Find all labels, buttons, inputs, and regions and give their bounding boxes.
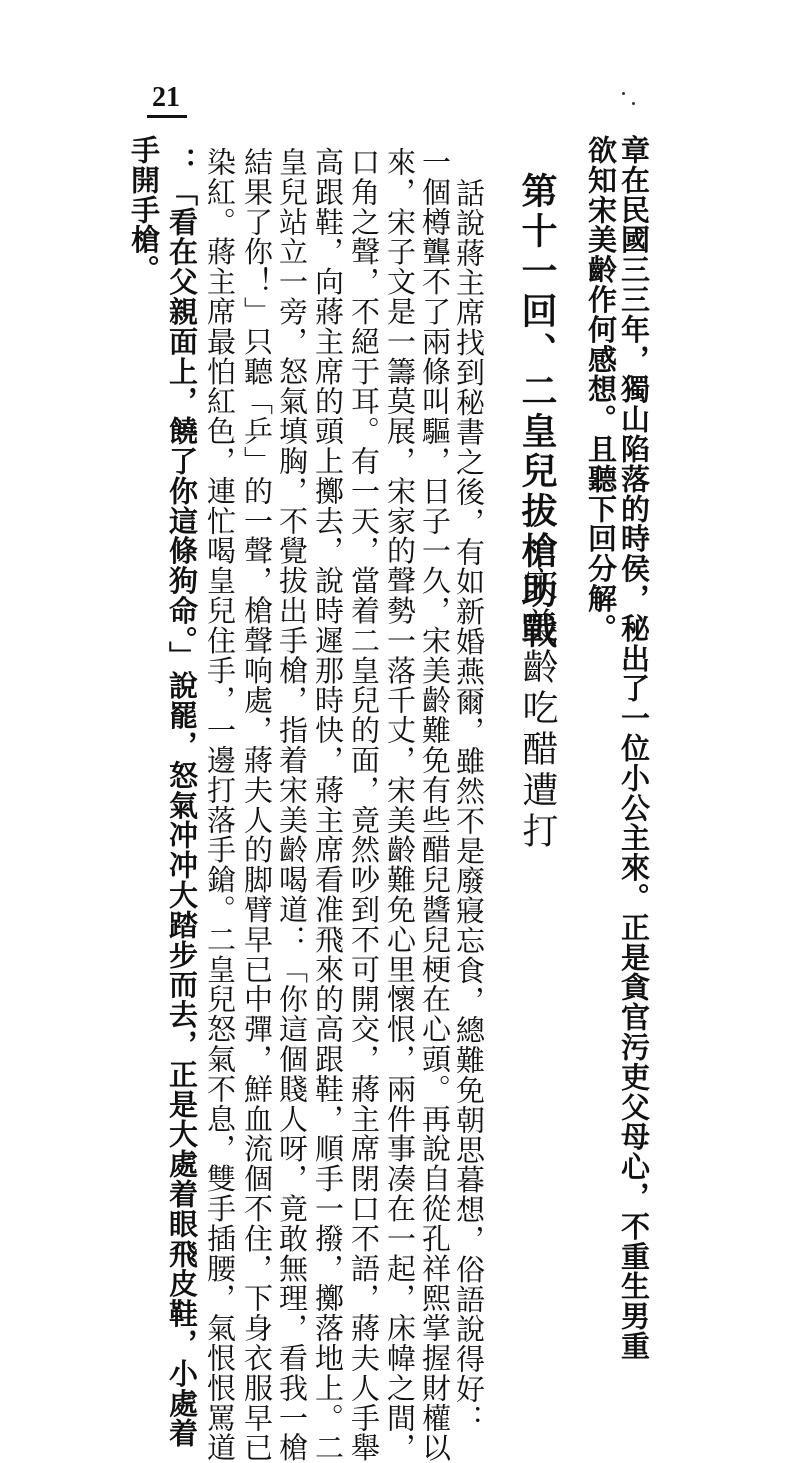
header-column-1: 章在民國三三年，獨山陷落的時侯，秘出了一位小公主來。正是貪官污吏父母心，不重生男重 [617,135,651,1361]
chapter-title-part1: 第十一回、二皇兒拔槍助戰 [516,172,558,652]
body-column-6: 皇兒站立一旁，怒氣填胸，不覺拔出手槍，指着宋美齡喝道：「你這個賤人呀，竟敢無理，看我一槍 [275,147,309,1463]
body-column-3: 來，宋子文是一籌莫展，宋家的聲勢一落千丈，宋美齡難免心里懷恨，兩件事凑在一起，床幃之間， [383,147,417,1463]
body-column-1: 話說蔣主席找到秘書之後，有如新婚燕爾，雖然不是廢寢忘食，總難免朝思暮想，俗語說得好： [452,178,486,1434]
body-column-8: 染紅。蔣主席最怕紅色，連忙喝皇兒住手，一邊打落手鎗。二皇兒怒氣不息，雙手插腰，氣恨恨罵道 [203,147,237,1463]
chapter-title-part2: 宋美齡吃醋遭打 [517,566,558,853]
body-column-10: 手開手槍。 [127,135,161,285]
page-number: 21 [152,82,180,113]
body-column-2: 一個樽聾不了兩條叫驅，日子一久，宋美齡難免有些醋兒醬兒梗在心頭。再說自從孔祥熙掌握財權以 [418,147,452,1463]
header-column-2: 欲知宋美齡作何感想。且聽下回分解。 [584,135,618,644]
body-column-7: 結果了你！」只聽「乒」的一聲，槍聲响處，蔣夫人的脚臂早已中彈，鮮血流個不住，下身衣服早已 [240,147,274,1463]
body-column-5: 高跟鞋，向蔣主席的頭上擲去，說時遲那時快，蔣主席看准飛來的高跟鞋，順手一撥，擲落地上。二 [311,147,345,1463]
body-column-9: ：「看在父親面上，饒了你這條狗命。」說罷，怒氣冲冲大踏步而去，正是大處着眼飛皮鞋，小處着 [165,147,199,1449]
body-column-4: 口角之聲，不絕于耳。有一天，當着二皇兒的面，竟然吵到不可開交，蔣主席閉口不語，蔣夫人手舉 [347,147,381,1463]
scan-speck [622,92,625,95]
scan-speck [632,102,635,105]
page-number-rule [147,115,187,118]
